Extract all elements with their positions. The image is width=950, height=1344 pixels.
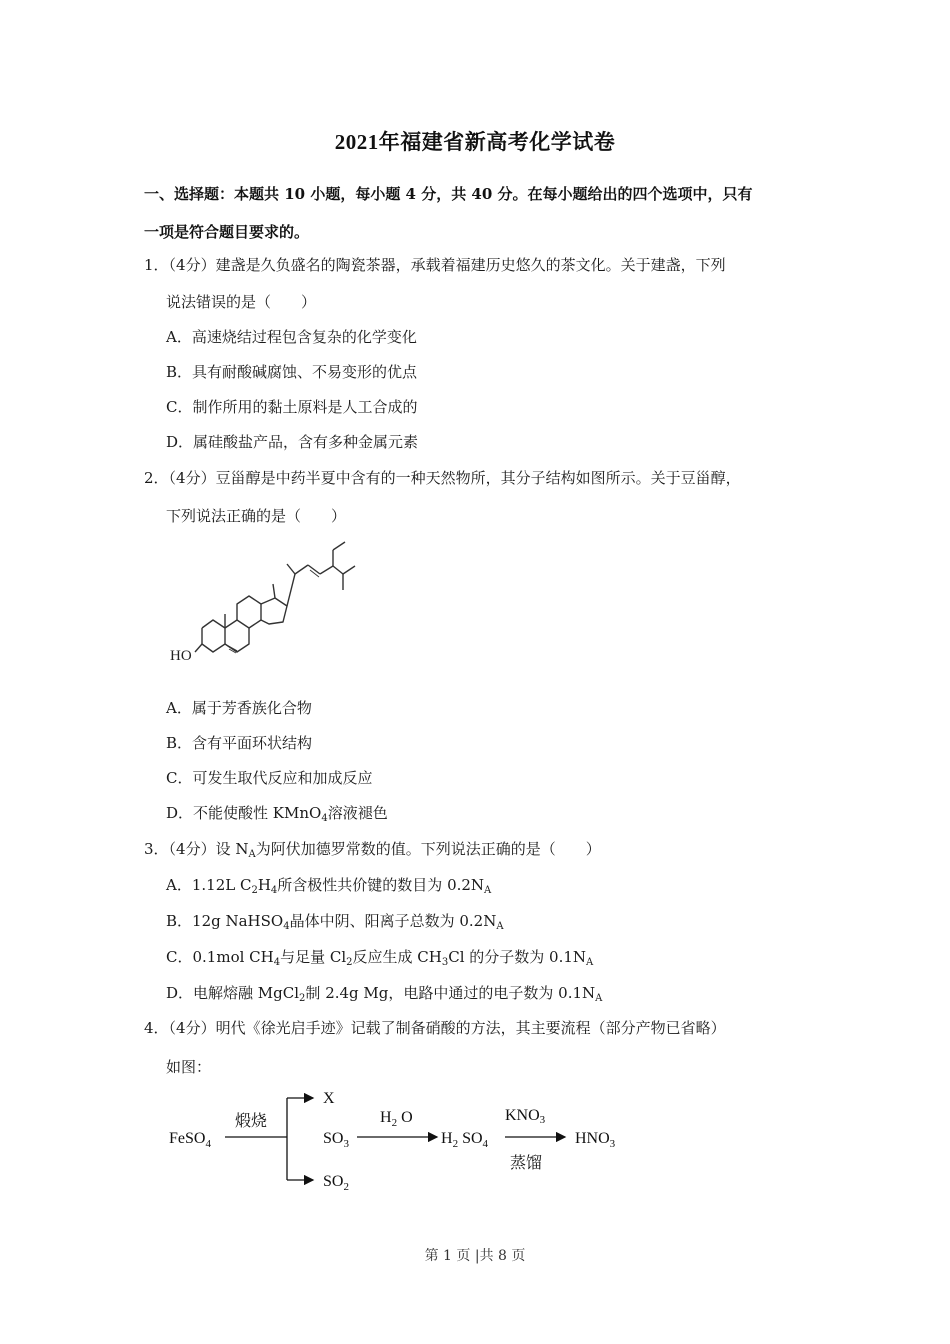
option-text: 含有平面环状结构: [192, 734, 313, 752]
question-4-stem-line1: [144, 1018, 726, 1038]
option-label: A．: [166, 699, 192, 717]
flowchart-diagram-icon: [165, 1082, 635, 1197]
stigmasterol-structure-figure: [165, 532, 375, 672]
question-text: 明代《徐光启手迹》记载了制备硝酸的方法，其主要流程（部分产物已省略）: [215, 1019, 726, 1037]
subscript: A: [586, 957, 594, 968]
reactant-feso4: FeSO$_4$: [169, 1130, 211, 1150]
page-number-total: 共 8 页: [479, 1248, 526, 1264]
question-text: 设 N: [215, 840, 249, 858]
option-text: 具有耐酸碱腐蚀、不易变形的优点: [192, 363, 418, 381]
question-1-stem-line1: [144, 255, 726, 275]
question-3-option-a: [166, 875, 491, 895]
question-2-option-d: [166, 803, 388, 823]
question-score: （4分）: [168, 1019, 216, 1037]
question-2-option-a: [166, 698, 312, 718]
question-2-option-c: [166, 768, 373, 788]
option-text: 12g NaHSO: [192, 912, 284, 930]
question-text: 建盏是久负盛名的陶瓷茶器，承载着福建历史悠久的茶文化。关于建盏，下列: [215, 256, 726, 274]
product-so3: $SO_3$: [323, 1130, 349, 1150]
option-text: 属于芳香族化合物: [191, 699, 312, 717]
reagent-water: $H_2$ O: [380, 1109, 413, 1129]
question-score: （4分）: [168, 469, 216, 487]
option-label: C．: [166, 948, 193, 966]
subscript: A: [248, 849, 256, 860]
subscript: 4: [273, 957, 281, 968]
subscript: 4: [283, 921, 290, 932]
option-text: 制作所用的黏土原料是人工合成的: [192, 398, 418, 416]
step-calcination-label: 煅烧: [235, 1113, 268, 1130]
question-1-stem-line2: 说法错误的是（ ）: [166, 293, 317, 311]
option-text: 1.12L C: [191, 876, 252, 894]
option-text: 高速烧结过程包含复杂的化学变化: [191, 328, 417, 346]
option-text: 晶体中阴、阳离子总数为 0.2N: [289, 912, 497, 930]
option-label: A．: [166, 876, 192, 894]
option-text: 所含极性共价键的数目为 0.2N: [277, 876, 485, 894]
question-3-option-b: [166, 911, 504, 931]
subscript: A: [496, 921, 504, 932]
question-4-stem-line2: 如图：: [166, 1058, 212, 1076]
option-label: B．: [166, 734, 193, 752]
option-text: 0.1mol CH: [192, 948, 274, 966]
product-so2: $SO_2$: [323, 1173, 349, 1193]
question-3-option-d: [166, 983, 602, 1003]
question-1-option-b: [166, 362, 417, 382]
question-text: 豆甾醇是中药半夏中含有的一种天然物所，其分子结构如图所示。关于豆甾醇，: [215, 469, 741, 487]
option-label: D．: [166, 433, 194, 451]
option-text: 与足量 Cl: [280, 948, 347, 966]
subscript: 4: [270, 885, 278, 896]
section-instructions-line2: 一项是符合题目要求的。: [144, 223, 310, 241]
option-text: 属硅酸盐产品，含有多种金属元素: [193, 433, 419, 451]
product-hno3: $HNO_3$: [575, 1130, 616, 1150]
question-3-option-c: [166, 947, 593, 967]
subscript: A: [484, 885, 492, 896]
subscript: 2: [346, 957, 353, 968]
question-2-stem-line2: 下列说法正确的是（ ）: [166, 507, 347, 525]
footer-separator: |: [474, 1248, 480, 1264]
subscript: 3: [441, 957, 449, 968]
question-2-option-b: [166, 733, 312, 753]
option-text: 溶液褪色: [327, 804, 388, 822]
hydroxyl-label: HO: [170, 648, 192, 664]
question-score: （4分）: [168, 256, 216, 274]
subscript: 2: [251, 885, 258, 896]
question-3-stem: [144, 839, 601, 859]
question-number: 2．: [144, 469, 169, 487]
option-label: C．: [166, 398, 193, 416]
option-label: A．: [166, 328, 192, 346]
option-label: D．: [166, 804, 194, 822]
question-1-option-c: [166, 397, 418, 417]
section-instructions-line1: 一、选择题：本题共 10 小题，每小题 4 分，共 40 分。在每小题给出的四个选项中，只有: [144, 185, 753, 203]
question-number: 4．: [144, 1019, 169, 1037]
option-text: Cl 的分子数为 0.1N: [448, 948, 587, 966]
question-text: 为阿伏加德罗常数的值。下列说法正确的是（ ）: [255, 840, 601, 858]
product-x: X: [323, 1090, 335, 1107]
option-label: D．: [166, 984, 194, 1002]
subscript: A: [595, 993, 603, 1004]
option-label: B．: [166, 363, 193, 381]
page-footer: [0, 1245, 950, 1265]
subscript: 4: [321, 813, 328, 824]
option-text: 不能使酸性 KMnO: [193, 804, 322, 822]
option-text: 可发生取代反应和加成反应: [192, 769, 373, 787]
question-number: 3．: [144, 840, 169, 858]
question-1-option-d: [166, 432, 418, 452]
option-label: B．: [166, 912, 193, 930]
molecule-diagram-icon: [165, 532, 375, 672]
question-2-stem-line1: [144, 468, 741, 488]
option-label: C．: [166, 769, 193, 787]
step-distillation-label: 蒸馏: [510, 1155, 543, 1172]
document-title: 2021年福建省新高考化学试卷: [334, 130, 616, 154]
nitric-acid-flowchart: [165, 1082, 635, 1197]
question-score: （4分）: [168, 840, 216, 858]
option-text: 电解熔融 MgCl: [193, 984, 300, 1002]
page-number-current: 第 1 页: [424, 1248, 471, 1264]
intermediate-h2so4: $H_2$ $SO_4$: [441, 1130, 489, 1150]
subscript: 2: [299, 993, 306, 1004]
question-1-option-a: [166, 327, 417, 347]
option-text: 反应生成 CH: [352, 948, 442, 966]
question-number: 1．: [144, 256, 169, 274]
option-text: 制 2.4g Mg，电路中通过的电子数为 0.1N: [305, 984, 596, 1002]
reagent-kno3: KNO3: [505, 1107, 546, 1126]
option-text: H: [257, 876, 271, 894]
